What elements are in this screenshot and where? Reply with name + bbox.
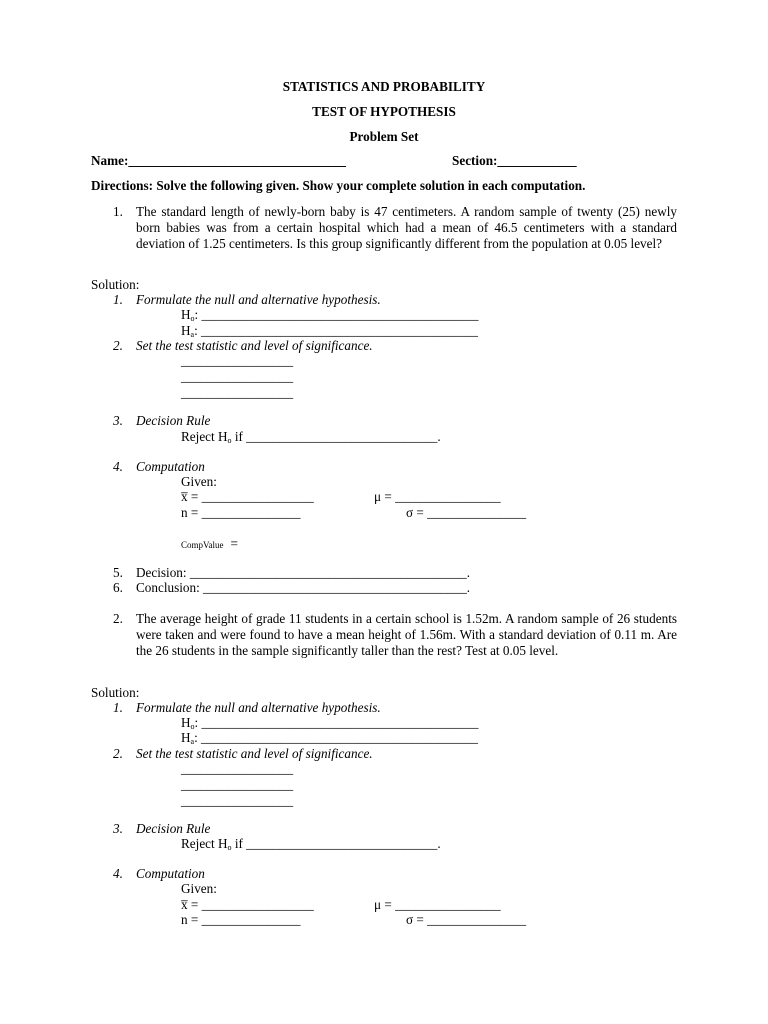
section-field[interactable] [452, 153, 577, 169]
p2-std-dev-field[interactable]: σ = _______________ [406, 912, 527, 927]
directions: Directions: Solve the following given. Show your complete solution in each computation. [91, 178, 586, 193]
name-blank[interactable]: _________________________________ [128, 153, 346, 168]
problem-set-label: Problem Set [349, 129, 419, 144]
p2-blank-line[interactable]: _________________ [181, 777, 294, 792]
p1-step5-number: 5. [113, 565, 123, 580]
p1-decision-field[interactable]: Decision: __________________________________________. [136, 565, 471, 580]
name-label: Name: [91, 153, 129, 168]
p2-reject-rule-field[interactable] [181, 836, 441, 856]
p2-step3-number: 3. [113, 821, 123, 836]
p1-sample-size-field[interactable]: n = _______________ [181, 505, 301, 520]
p2-step2-label: Set the test statistic and level of significance. [136, 746, 373, 761]
p2-population-mean-field[interactable]: μ = ________________ [374, 897, 501, 912]
p1-reject-prefix: Reject H [181, 429, 228, 444]
p1-step2-label: Set the test statistic and level of significance. [136, 338, 373, 353]
problem-2-text: The average height of grade 11 students in a certain school is 1.52m. A random sample of 26 students were taken and were found to have a mean height of 1.56m. With a standard deviation of 0.11 m. Are the 26 students in the sample significantly taller than the rest? Test at 0.05 level. [136, 611, 677, 659]
p2-step1-number: 1. [113, 700, 123, 715]
p2-step3-label: Decision Rule [136, 821, 211, 836]
p2-sample-size-field[interactable]: n = _______________ [181, 912, 301, 927]
p1-step3-number: 3. [113, 413, 123, 428]
p2-h0-blank[interactable]: : __________________________________________ [194, 715, 479, 730]
p2-sample-mean-field[interactable]: x̅ = _________________ [181, 897, 314, 912]
p2-h0-symbol: H [181, 715, 191, 730]
p1-population-mean-field[interactable]: μ = ________________ [374, 489, 501, 504]
p1-compvalue-equals: = [230, 536, 238, 551]
p2-step4-label: Computation [136, 866, 205, 881]
p2-reject-blank[interactable]: if _____________________________. [231, 836, 441, 851]
solution-2-label: Solution: [91, 685, 140, 700]
p1-h0-blank[interactable]: : __________________________________________ [194, 307, 479, 322]
p1-step3-label: Decision Rule [136, 413, 211, 428]
problem-1-text: The standard length of newly-born baby is 47 centimeters. A random sample of twenty (25) newly born babies was from a certain hospital which had a mean of 46.5 centimeters with a standard deviation of 1.25 centimeters. Is this group significantly different from the population at 0.05 level? [136, 204, 677, 252]
section-label: Section: [452, 153, 498, 168]
p1-step6-number: 6. [113, 580, 123, 595]
p1-compvalue-label: CompValue [181, 540, 224, 550]
p2-ha-blank[interactable]: : __________________________________________ [194, 730, 478, 745]
problem-2-number: 2. [113, 611, 123, 626]
p1-h0-subscript: o [190, 314, 195, 323]
solution-1-label: Solution: [91, 277, 140, 292]
p1-ha-blank[interactable]: : __________________________________________ [194, 323, 478, 338]
p2-ha-symbol: H [181, 730, 191, 745]
problem-1-number: 1. [113, 204, 123, 219]
p1-conclusion-field[interactable]: Conclusion: ________________________________________. [136, 580, 471, 595]
p2-ha-subscript: a [190, 737, 195, 746]
p1-step4-label: Computation [136, 459, 205, 474]
p1-reject-rule-field[interactable] [181, 429, 441, 449]
p1-blank-line[interactable]: _________________ [181, 369, 294, 384]
p1-computed-value[interactable] [181, 535, 238, 553]
p1-reject-blank[interactable]: if _____________________________. [231, 429, 441, 444]
document-subtitle: TEST OF HYPOTHESIS [312, 104, 456, 119]
p1-ha-symbol: H [181, 323, 191, 338]
p1-step1-label: Formulate the null and alternative hypothesis. [136, 292, 381, 307]
p1-given-label: Given: [181, 474, 217, 489]
p2-step1-label: Formulate the null and alternative hypothesis. [136, 700, 381, 715]
p2-step4-number: 4. [113, 866, 123, 881]
p1-sample-mean-field[interactable]: x̅ = _________________ [181, 489, 314, 504]
p2-h0-subscript: o [190, 722, 195, 731]
p1-blank-line[interactable]: _________________ [181, 353, 294, 368]
p1-step2-number: 2. [113, 338, 123, 353]
p2-reject-prefix: Reject H [181, 836, 228, 851]
p1-step4-number: 4. [113, 459, 123, 474]
p2-step2-number: 2. [113, 746, 123, 761]
p1-blank-line[interactable]: _________________ [181, 385, 294, 400]
p1-ha-subscript: a [190, 330, 195, 339]
name-field[interactable] [91, 153, 346, 169]
p2-given-label: Given: [181, 881, 217, 896]
p2-blank-line[interactable]: _________________ [181, 761, 294, 776]
p1-reject-subscript: o [227, 436, 232, 445]
p2-reject-subscript: o [227, 843, 232, 852]
p2-blank-line[interactable]: _________________ [181, 793, 294, 808]
p1-std-dev-field[interactable]: σ = _______________ [406, 505, 527, 520]
document-title: STATISTICS AND PROBABILITY [282, 79, 486, 94]
p1-h0-symbol: H [181, 307, 191, 322]
p1-step1-number: 1. [113, 292, 123, 307]
section-blank[interactable]: ____________ [497, 153, 577, 168]
